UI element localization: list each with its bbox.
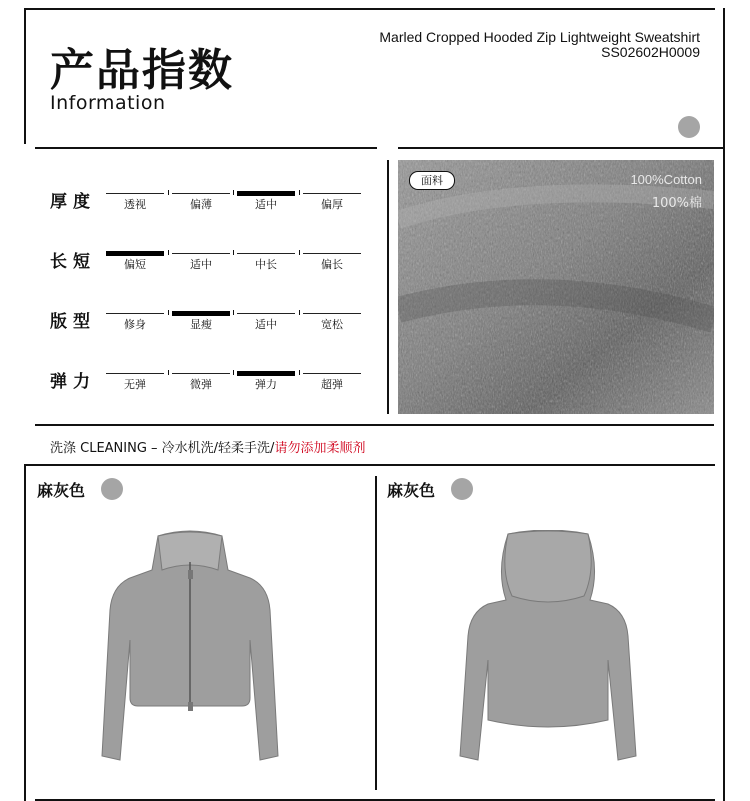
scale-option-label: 适中 (255, 198, 277, 211)
color-swatch-back[interactable] (451, 478, 473, 500)
scale-tick (233, 250, 234, 255)
scale-tick (299, 190, 300, 195)
scale-option-label: 显瘦 (190, 318, 212, 331)
care-bottom-divider (25, 464, 715, 466)
scale-option-label: 偏长 (321, 258, 343, 271)
scale-segment (106, 373, 164, 374)
scale-segment (172, 373, 230, 374)
color-name-back: 麻灰色 (387, 481, 436, 500)
scale-tick (168, 190, 169, 195)
scale-option-label: 中长 (255, 258, 277, 271)
right-border (723, 8, 725, 801)
attribute-label: 弹力 (50, 372, 96, 392)
scale-option-label: 适中 (255, 318, 277, 331)
color-name-front: 麻灰色 (37, 481, 86, 500)
scale-segment (303, 253, 361, 254)
care-instructions (50, 437, 365, 456)
color-panels-divider (375, 476, 377, 790)
scale-option-label: 偏厚 (321, 198, 343, 211)
scale-option-label: 宽松 (321, 318, 343, 331)
scale-tick (168, 250, 169, 255)
scale-segment (303, 313, 361, 314)
scale-tick (233, 310, 234, 315)
scale-option-label: 修身 (124, 318, 146, 331)
attribute-scale (106, 187, 362, 211)
product-sku: SS02602H0009 (601, 44, 700, 60)
scale-tick (233, 370, 234, 375)
scale-segment (237, 313, 295, 314)
scale-segment (237, 253, 295, 254)
page-subtitle: Information (50, 92, 166, 114)
page-title: 产品指数 (50, 45, 234, 96)
product-name: Marled Cropped Hooded Zip Lightweight Sweatshirt (379, 29, 700, 45)
care-text: 洗涤 CLEANING – 冷水机洗/轻柔手洗/ (50, 441, 275, 456)
scale-tick (233, 190, 234, 195)
care-top-divider (35, 424, 714, 426)
garment-back-image (458, 530, 638, 770)
header-color-dot (678, 116, 700, 138)
scale-segment (303, 373, 361, 374)
scale-tick (299, 250, 300, 255)
scale-segment (303, 193, 361, 194)
left-border-lower (24, 464, 26, 801)
attribute-label: 版型 (50, 312, 96, 332)
garment-front-image (100, 530, 280, 770)
scale-option-label: 偏短 (124, 258, 146, 271)
top-border (25, 8, 715, 10)
attributes-right-divider (387, 160, 389, 414)
scale-tick (168, 310, 169, 315)
scale-segment (172, 193, 230, 194)
scale-option-label: 适中 (190, 258, 212, 271)
scale-segment (172, 253, 230, 254)
product-info (379, 30, 700, 60)
divider-left-top (35, 147, 377, 149)
scale-option-label: 微弹 (190, 378, 212, 391)
scale-option-label: 无弹 (124, 378, 146, 391)
fabric-composition-en: 100%Cotton (630, 172, 702, 187)
attribute-label: 厚度 (50, 192, 96, 212)
left-border (24, 8, 26, 144)
scale-option-label: 偏薄 (190, 198, 212, 211)
fabric-badge: 面料 (409, 171, 455, 190)
attribute-scale (106, 367, 362, 391)
scale-tick (168, 370, 169, 375)
color-swatch-front[interactable] (101, 478, 123, 500)
attribute-label: 长短 (50, 252, 96, 272)
care-warning: 请勿添加柔顺剂 (274, 441, 366, 456)
scale-segment (106, 193, 164, 194)
scale-option-label: 透视 (124, 198, 146, 211)
fabric-composition-cn: 100%棉 (651, 196, 702, 211)
scale-tick (299, 370, 300, 375)
scale-option-label: 弹力 (255, 378, 277, 391)
attribute-scale (106, 247, 362, 271)
scale-segment (106, 313, 164, 314)
scale-tick (299, 310, 300, 315)
attribute-scale (106, 307, 362, 331)
scale-option-label: 超弹 (321, 378, 343, 391)
divider-right-top (398, 147, 725, 149)
